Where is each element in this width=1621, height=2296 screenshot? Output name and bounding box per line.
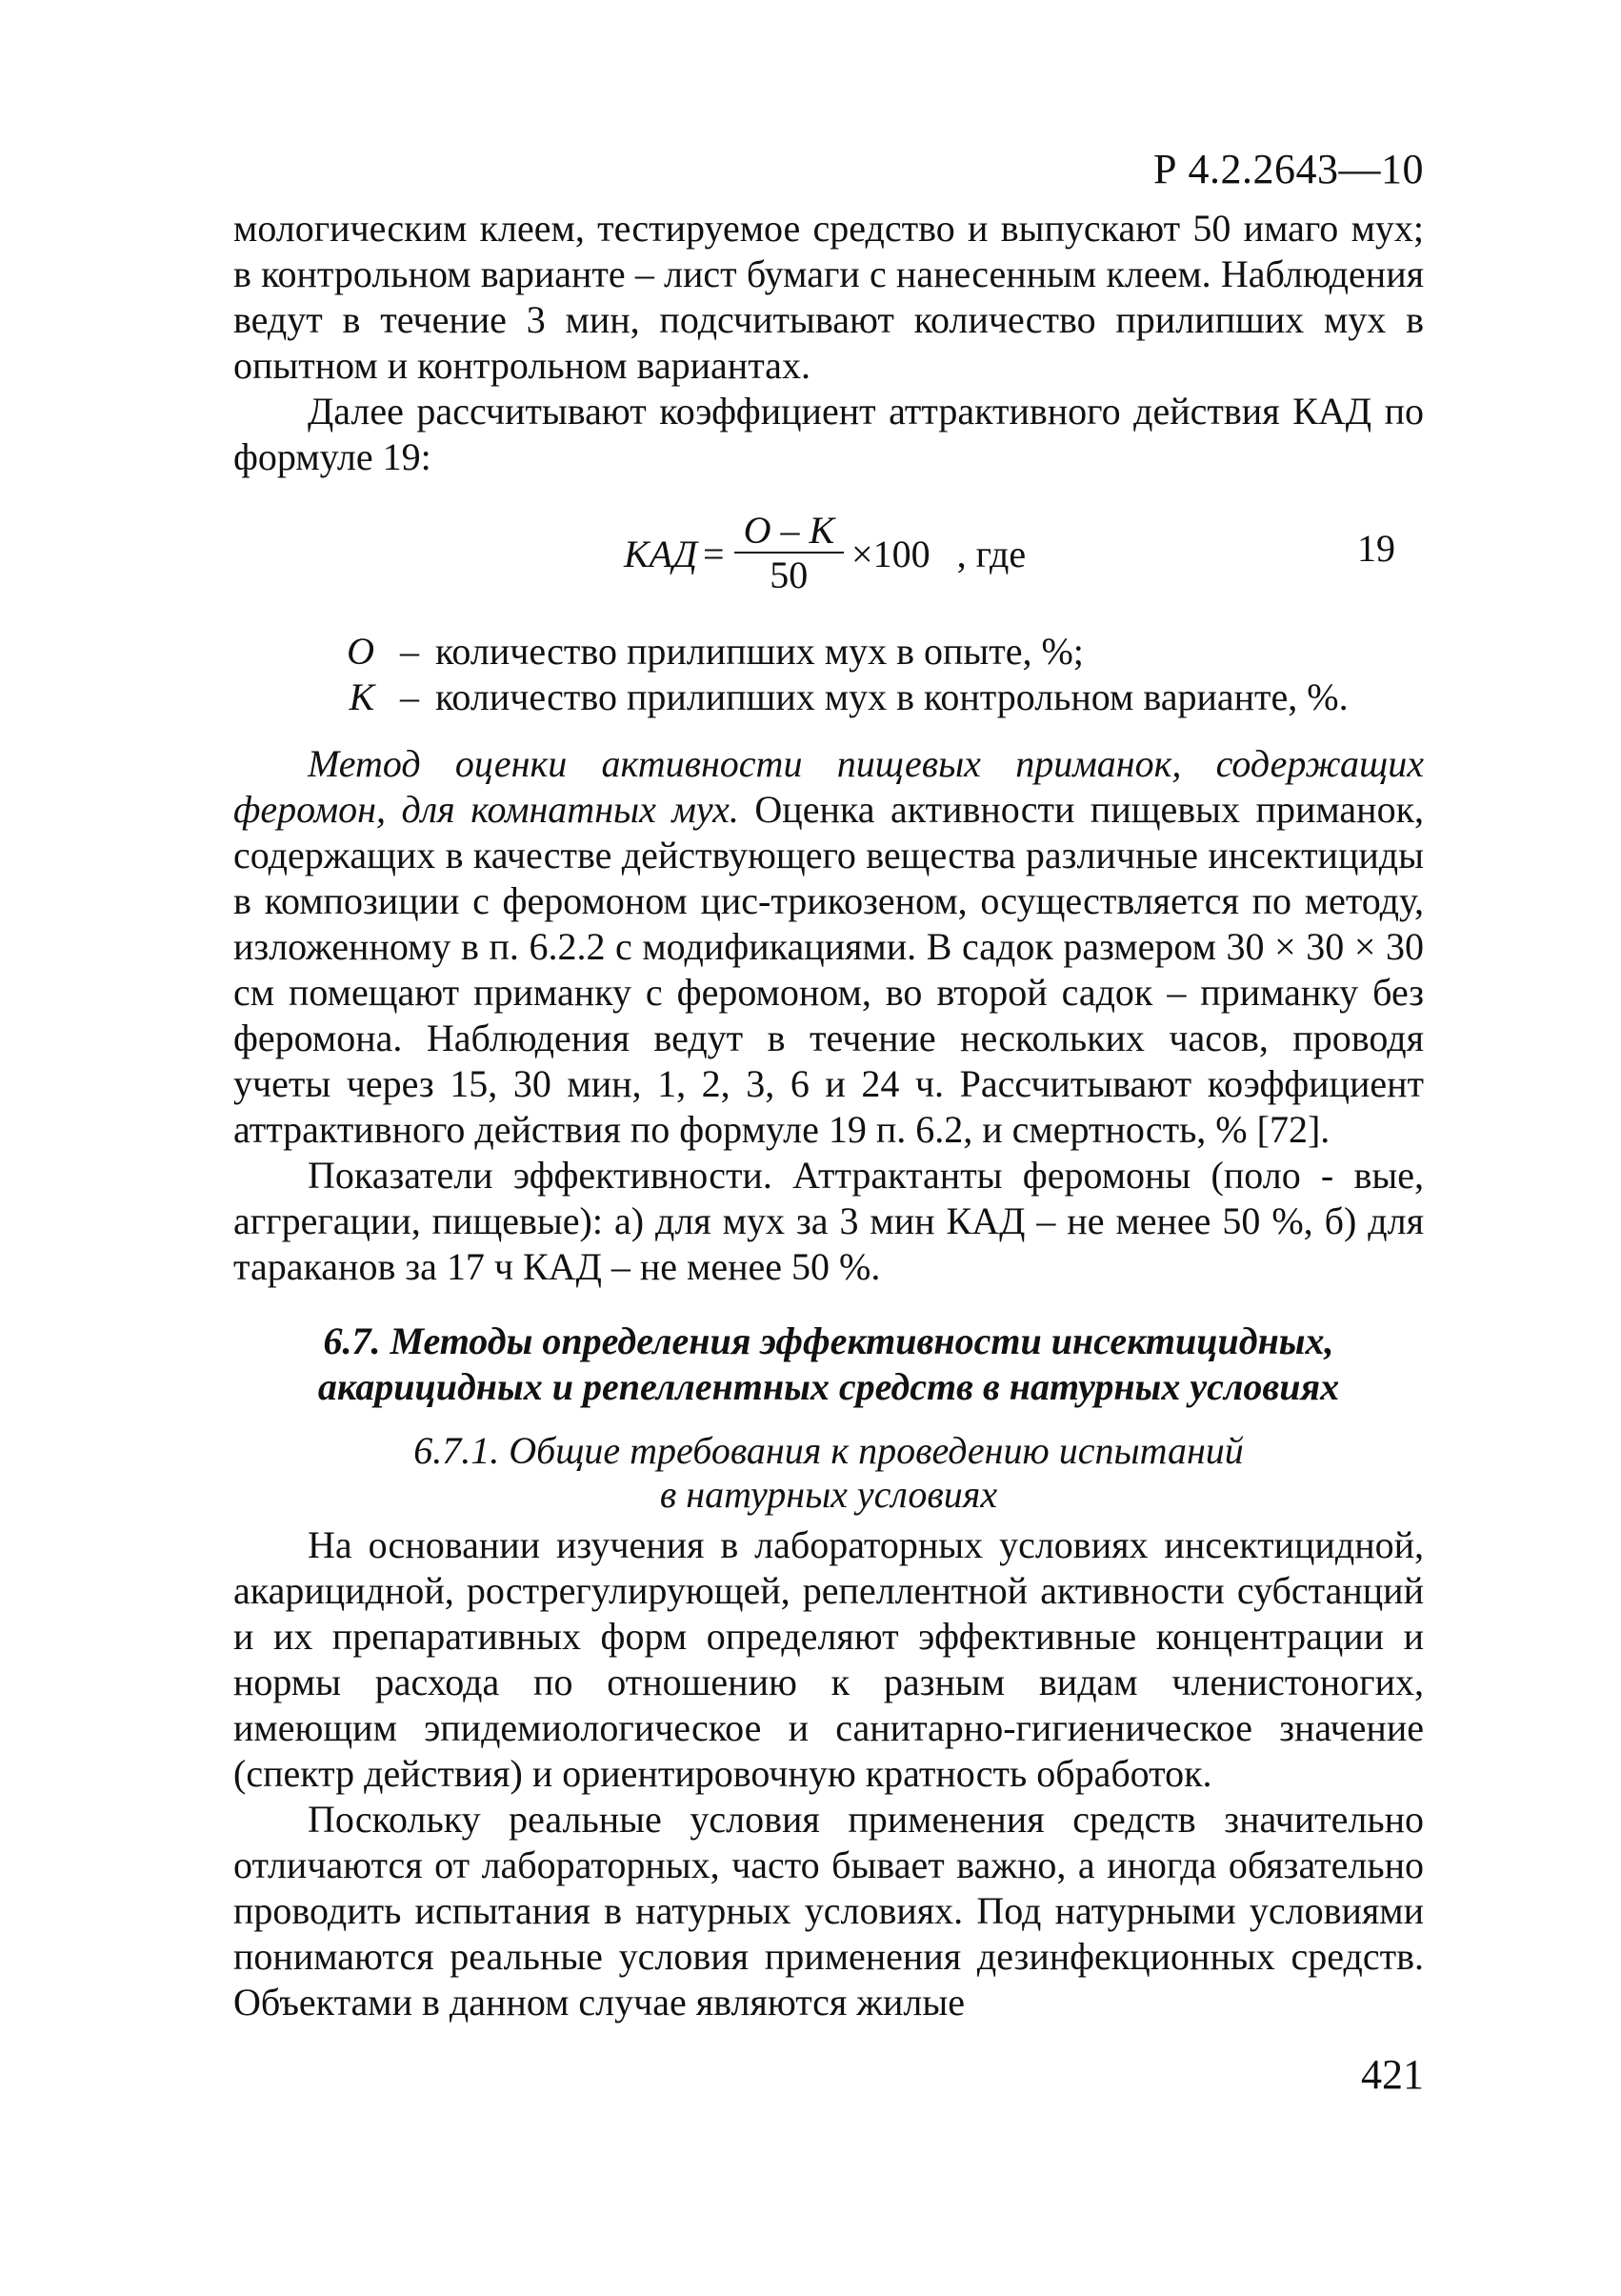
- section-heading-6-7: [233, 1319, 1424, 1410]
- subsection-heading-line: в натурных условиях: [659, 1473, 998, 1516]
- legend-item-k: [233, 675, 1424, 720]
- method-body: Оценка активности пищевых приманок, содержащих в качестве действующего вещества различные инсектициды в композиции с феромоном цис-трикозеном, осуществляется по методу, изложенному в п. 6.2.2 с модификациями. В садок размером 30 × 30 × 30 см помещают приманку с феромоном, во второй садок – приманку без феромона. Наблюдения ведут в течение нескольких часов, проводя учеты через 15, 30 мин, 1, 2, 3, 6 и 24 ч. Рассчитывают коэффициент аттрактивного действия по формуле 19 п. 6.2, и смертность, % [72].: [233, 788, 1425, 1151]
- formula-expression: [624, 497, 1026, 610]
- formula-lhs: КАД: [624, 532, 698, 575]
- paragraph-field-conditions: Поскольку реальные условия применения средств значительно отличаются от лабораторных, часто бывает важно, а иногда обязательно проводить испытания в натурных условиях. Под натурными условиями понимаются реальные условия применения дезинфекционных средств. Объектами в данном случае являются жилые: [233, 1798, 1424, 2024]
- legend-dash: –: [400, 675, 419, 718]
- legend-symbol: О: [347, 630, 374, 673]
- legend-dash: –: [400, 630, 419, 673]
- legend-symbol: К: [349, 675, 374, 718]
- paragraph-kad-intro: Далее рассчитывают коэффициент аттрактивного действия КАД по формуле 19:: [233, 390, 1424, 478]
- section-heading-line: 6.7. Методы определения эффективности инсектицидных,: [323, 1319, 1334, 1362]
- legend-item-o: [233, 629, 1424, 675]
- formula-fraction: [734, 510, 844, 597]
- formula-equals: =: [703, 532, 725, 575]
- legend-text: количество прилипших мух в контрольном варианте, %.: [435, 675, 1349, 718]
- formula-numerator: О – К: [743, 509, 835, 552]
- page-number: 421: [1361, 2051, 1424, 2098]
- formula-number: 19: [1357, 527, 1395, 570]
- paragraph-lab-basis: На основании изучения в лабораторных условиях инсектицидной, акарицидной, рострегулирующей, репеллентной активности субстанций и их препаративных форм определяют эффективные концентрации и нормы расхода по отношению к разным видам членистоногих, имеющим эпидемиологическое и санитарно-гигиеническое значение (спектр действия) и ориентировочную кратность обработок.: [233, 1523, 1424, 1795]
- legend-text: количество прилипших мух в опыте, %;: [435, 630, 1084, 673]
- formula-multiplier: ×100: [851, 532, 931, 575]
- formula-where: , где: [956, 532, 1027, 575]
- formula-legend: [233, 629, 1424, 720]
- method-title: Метод оценки активности пищевых приманок, содержащих феромон, для комнатных мух.: [233, 742, 1424, 831]
- formula-19: [233, 497, 1424, 610]
- document-page: [233, 143, 1424, 2102]
- paragraph-glue-test: мологическим клеем, тестируемое средство и выпускают 50 имаго мух; в контрольном варианте – лист бумаги с нанесенным клеем. Наблюдения ведут в течение 3 мин, подсчитывают количество прилипших мух в опытном и контрольном вариантах.: [233, 207, 1424, 387]
- document-code: Р 4.2.2643—10: [1153, 146, 1424, 192]
- paragraph-efficiency-criteria: Показатели эффективности. Аттрактанты феромоны (поло - вые, аггрегации, пищевые): а) для мух за 3 мин КАД – не менее 50 %, б) для тараканов за 17 ч КАД – не менее 50 %.: [233, 1154, 1424, 1288]
- section-heading-line: акарицидных и репеллентных средств в натурных условиях: [317, 1365, 1340, 1408]
- formula-denominator: 50: [770, 554, 809, 596]
- subsection-heading-line: 6.7.1. Общие требования к проведению испытаний: [413, 1429, 1244, 1472]
- paragraph-bait-method: [233, 741, 1424, 1153]
- subsection-heading-6-7-1: [233, 1429, 1424, 1517]
